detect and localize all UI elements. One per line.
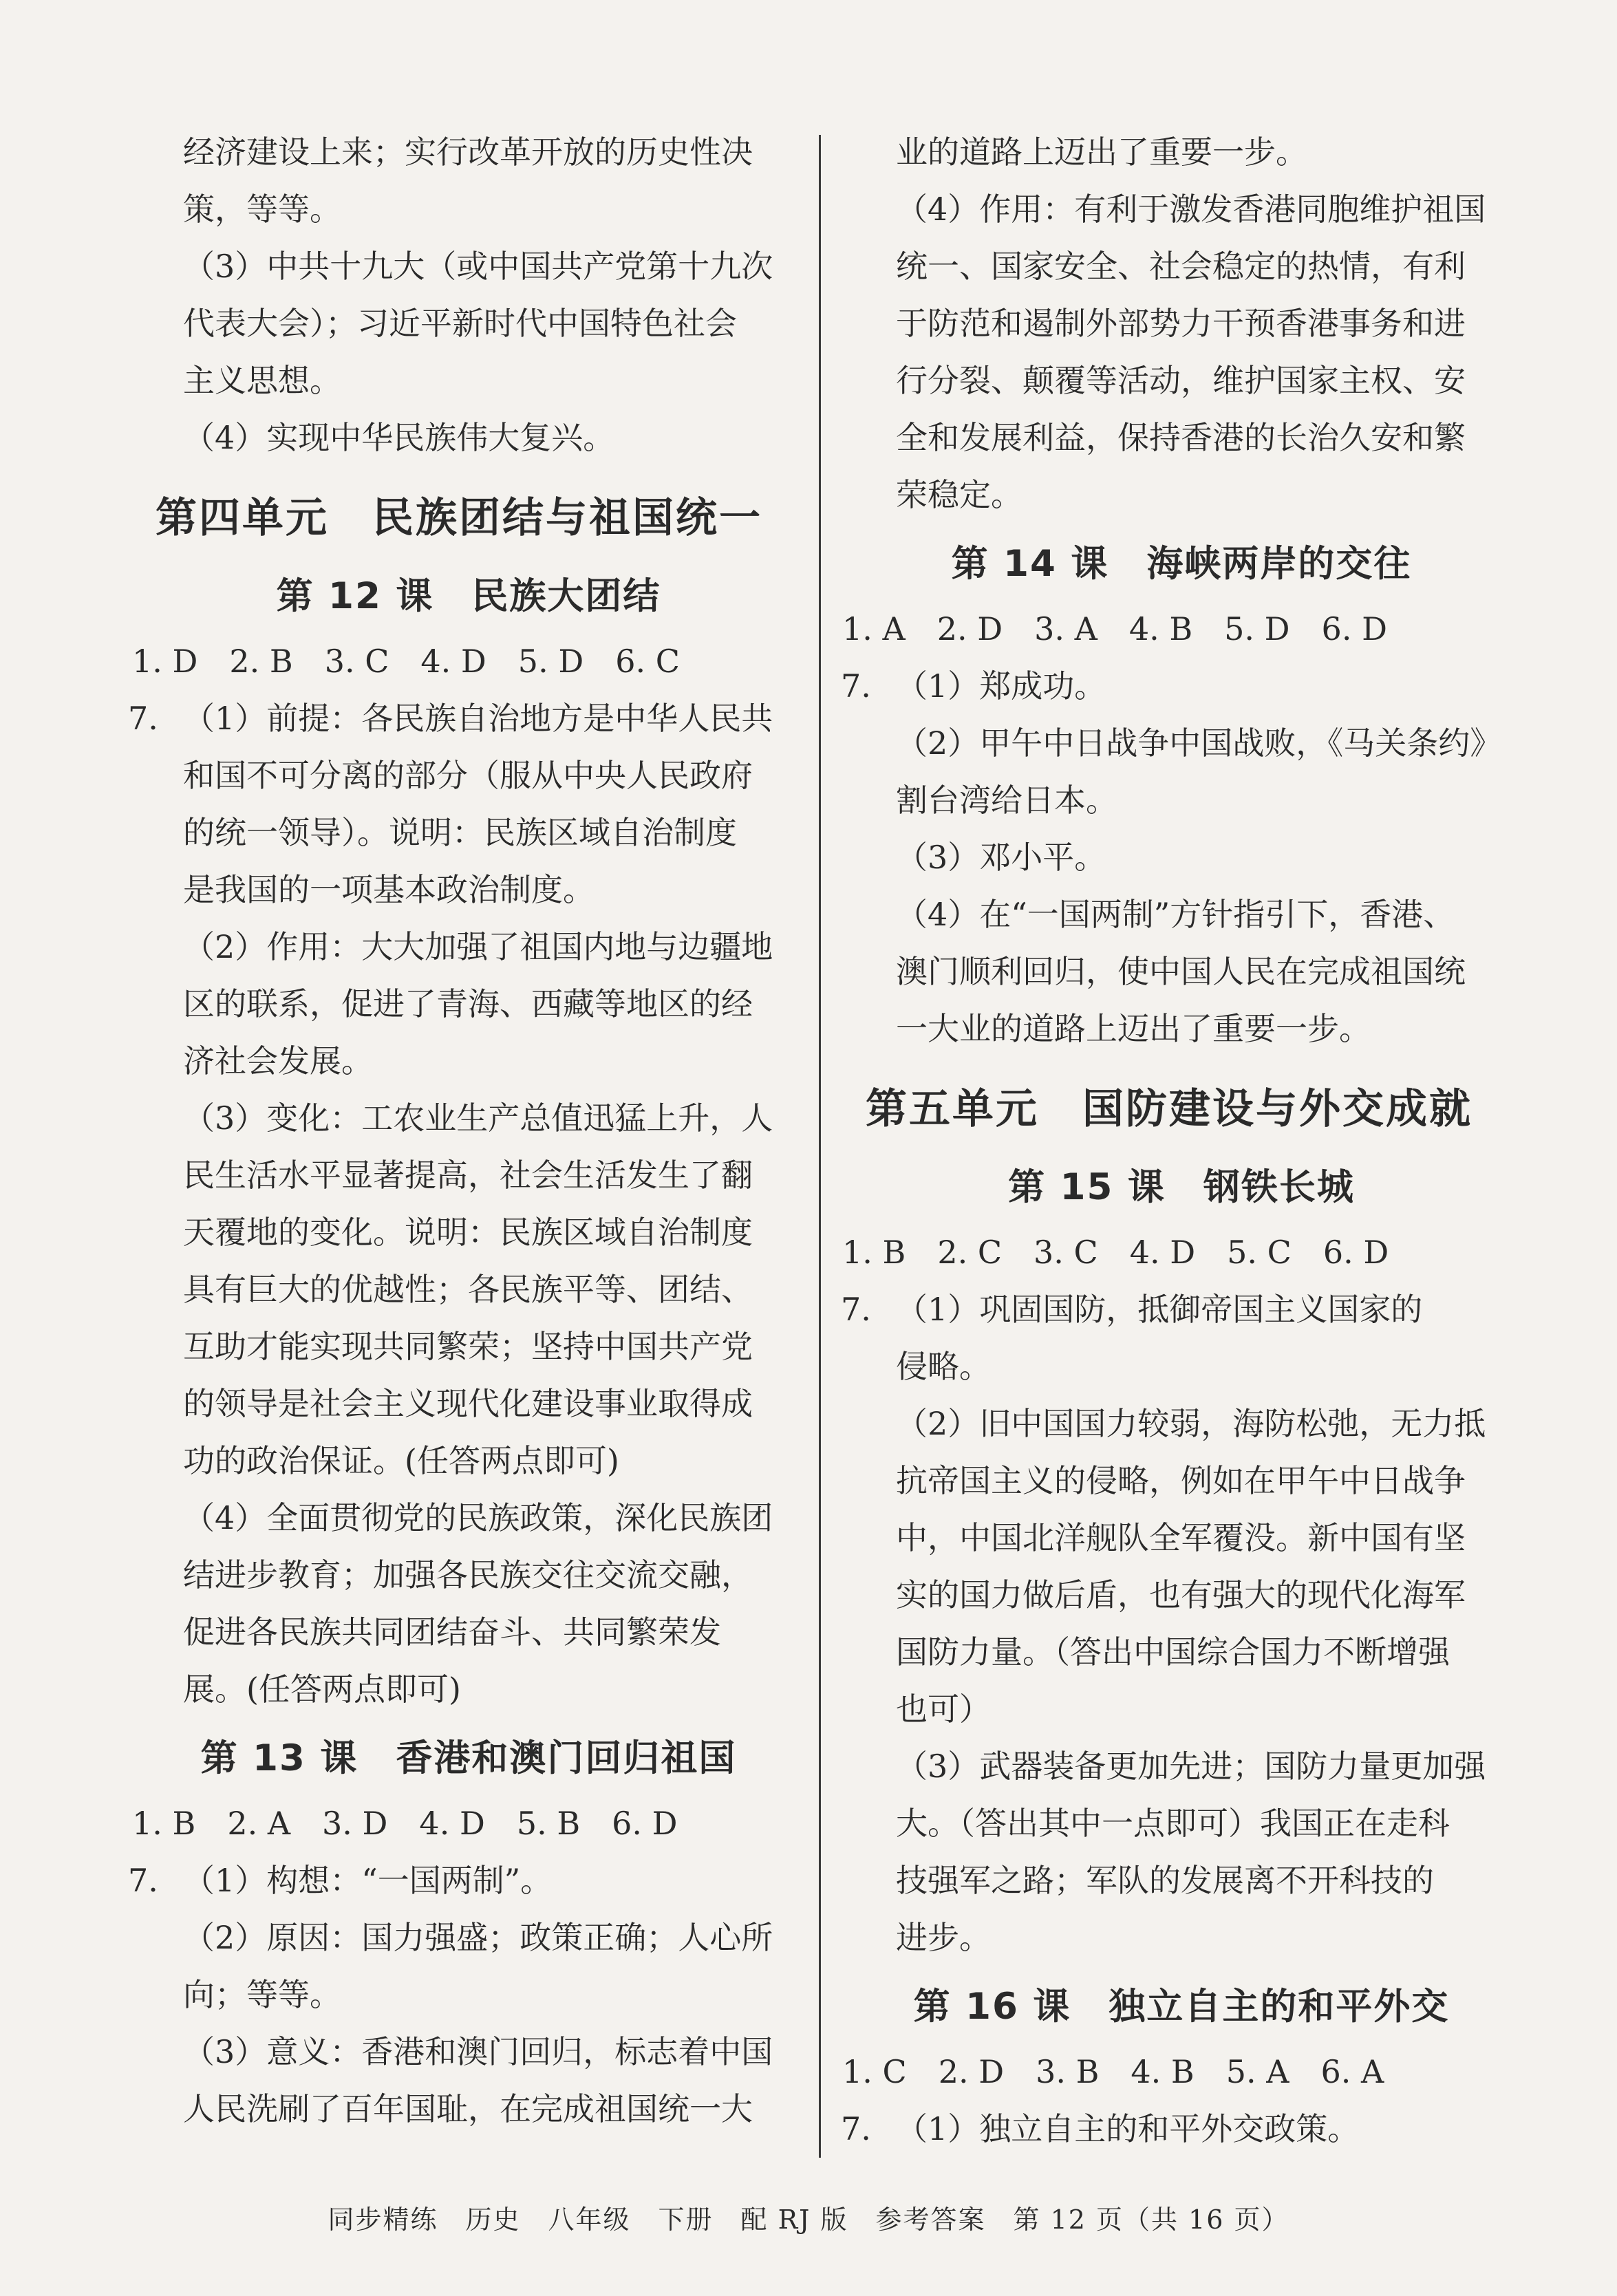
answer-line: 结进步教育；加强各民族交往交流交融，	[183, 1556, 753, 1594]
answer-line: （3）变化：工农业生产总值迅猛上升，人	[183, 1099, 773, 1137]
unit-4-heading: 第四单元 民族团结与祖国统一	[156, 494, 762, 542]
answer-line: 割台湾给日本。	[896, 782, 1117, 819]
answer-line: 促进各民族共同团结奋斗、共同繁荣发	[183, 1613, 721, 1651]
answer-line: （2）甲午中日战争中国战败，《马关条约》	[896, 725, 1502, 762]
answer-line: 一大业的道路上迈出了重要一步。	[896, 1010, 1371, 1047]
answer-line: 实的国力做后盾，也有强大的现代化海军	[896, 1576, 1466, 1613]
answer-line: （2）作用：大大加强了祖国内地与边疆地	[183, 928, 773, 965]
text-line: 经济建设上来；实行改革开放的历史性决	[183, 133, 753, 171]
answer-line: （4）全面贯彻党的民族政策，深化民族团	[183, 1499, 773, 1536]
lesson-13-heading: 第 13 课 香港和澳门回归祖国	[200, 1737, 737, 1779]
answer-line: （4）在“一国两制”方针指引下，香港、	[896, 896, 1455, 933]
multiple-choice-answers: 1. B 2. A 3. D 4. D 5. B 6. D	[132, 1805, 678, 1842]
column-divider	[819, 135, 821, 2158]
answer-line: 民生活水平显著提高，社会生活发生了翻	[183, 1157, 753, 1194]
answer-line: （2）原因：国力强盛；政策正确；人心所	[183, 1919, 773, 1956]
text-line: 主义思想。	[183, 362, 341, 399]
lesson-15-heading: 第 15 课 钢铁长城	[1008, 1166, 1355, 1208]
answer-line: 的统一领导）。说明：民族区域自治制度	[183, 814, 737, 851]
answer-line: （3）邓小平。	[896, 839, 1106, 876]
answer-line: 区的联系，促进了青海、西藏等地区的经	[183, 985, 753, 1022]
answer-line: 展。(任答两点即可)	[183, 1671, 461, 1708]
answer-line: 技强军之路；军队的发展离不开科技的	[896, 1862, 1434, 1899]
answer-line: 侵略。	[896, 1348, 991, 1385]
text-line: 行分裂、颠覆等活动，维护国家主权、安	[896, 362, 1466, 399]
answer-text: （1）构想：“一国两制”。	[183, 1862, 553, 1899]
answer-text: （1）郑成功。	[896, 667, 1106, 705]
text-line: 策，等等。	[183, 191, 341, 228]
answer-text: （1）巩固国防，抵御帝国主义国家的	[896, 1291, 1423, 1328]
answer-line: 人民洗刷了百年国耻，在完成祖国统一大	[183, 2090, 753, 2127]
multiple-choice-answers: 1. D 2. B 3. C 4. D 5. D 6. C	[132, 643, 680, 680]
text-line: （4）实现中华民族伟大复兴。	[183, 419, 615, 456]
answer-text: （1）独立自主的和平外交政策。	[896, 2110, 1360, 2147]
answer-line: 互助才能实现共同繁荣；坚持中国共产党	[183, 1328, 753, 1365]
text-line: （3）中共十九大（或中国共产党第十九次	[183, 248, 773, 285]
question-number: 7.	[841, 1291, 871, 1328]
answer-line: 澳门顺利回归，使中国人民在完成祖国统	[896, 953, 1466, 990]
answer-line	[841, 658, 1522, 715]
answer-line: 是我国的一项基本政治制度。	[183, 871, 595, 908]
text-line: 代表大会）；习近平新时代中国特色社会	[183, 305, 737, 342]
lesson-12-heading: 第 12 课 民族大团结	[276, 575, 661, 617]
answer-line: 具有巨大的优越性；各民族平等、团结、	[183, 1271, 753, 1308]
answer-line	[128, 1852, 809, 1909]
answer-line	[128, 690, 809, 747]
answer-line: 的领导是社会主义现代化建设事业取得成	[183, 1385, 753, 1422]
answer-line	[841, 1281, 1522, 1338]
answer-line: 济社会发展。	[183, 1042, 373, 1080]
answer-line: 国防力量。（答出中国综合国力不断增强	[896, 1633, 1450, 1671]
answer-line: （2）旧中国国力较弱，海防松弛，无力抵	[896, 1405, 1486, 1442]
lesson-14-heading: 第 14 课 海峡两岸的交往	[951, 543, 1412, 585]
answer-line: 大。（答出其中一点即可）我国正在走科	[896, 1805, 1450, 1842]
text-line: 于防范和遏制外部势力干预香港事务和进	[896, 305, 1466, 342]
unit-5-heading: 第五单元 国防建设与外交成就	[866, 1085, 1473, 1133]
page-footer: 同步精练 历史 八年级 下册 配 RJ 版 参考答案 第 12 页（共 16 页）	[328, 2204, 1289, 2235]
text-line: 统一、国家安全、社会稳定的热情，有利	[896, 248, 1466, 285]
answer-line: （3）意义：香港和澳门回归，标志着中国	[183, 2033, 773, 2070]
answer-line: 进步。	[896, 1919, 991, 1956]
answer-line: 功的政治保证。(任答两点即可)	[183, 1442, 619, 1479]
answer-line: 中，中国北洋舰队全军覆没。新中国有坚	[896, 1519, 1466, 1556]
multiple-choice-answers: 1. A 2. D 3. A 4. B 5. D 6. D	[842, 610, 1387, 647]
answer-line: 和国不可分离的部分（服从中央人民政府	[183, 757, 753, 794]
lesson-16-heading: 第 16 课 独立自主的和平外交	[913, 1986, 1450, 2028]
question-number: 7.	[841, 667, 871, 705]
text-line: 全和发展利益，保持香港的长治久安和繁	[896, 419, 1466, 456]
answer-text: （1）前提：各民族自治地方是中华人民共	[183, 700, 773, 737]
question-number: 7.	[841, 2110, 871, 2147]
text-line: 业的道路上迈出了重要一步。	[896, 133, 1307, 171]
answer-line: 向；等等。	[183, 1976, 341, 2013]
answer-line: 也可）	[896, 1691, 991, 1728]
question-number: 7.	[128, 700, 158, 737]
right-column	[841, 124, 1522, 2158]
answer-line: 天覆地的变化。说明：民族区域自治制度	[183, 1214, 753, 1251]
answer-line	[841, 2101, 1522, 2158]
answer-line: （3）武器装备更加先进；国防力量更加强	[896, 1748, 1486, 1785]
text-line: （4）作用：有利于激发香港同胞维护祖国	[896, 191, 1486, 228]
multiple-choice-answers: 1. C 2. D 3. B 4. B 5. A 6. A	[842, 2053, 1384, 2090]
text-line: 荣稳定。	[896, 476, 1022, 513]
answer-line: 抗帝国主义的侵略，例如在甲午中日战争	[896, 1462, 1466, 1499]
left-column	[128, 124, 809, 2138]
question-number: 7.	[128, 1862, 158, 1899]
multiple-choice-answers: 1. B 2. C 3. C 4. D 5. C 6. D	[842, 1234, 1389, 1271]
